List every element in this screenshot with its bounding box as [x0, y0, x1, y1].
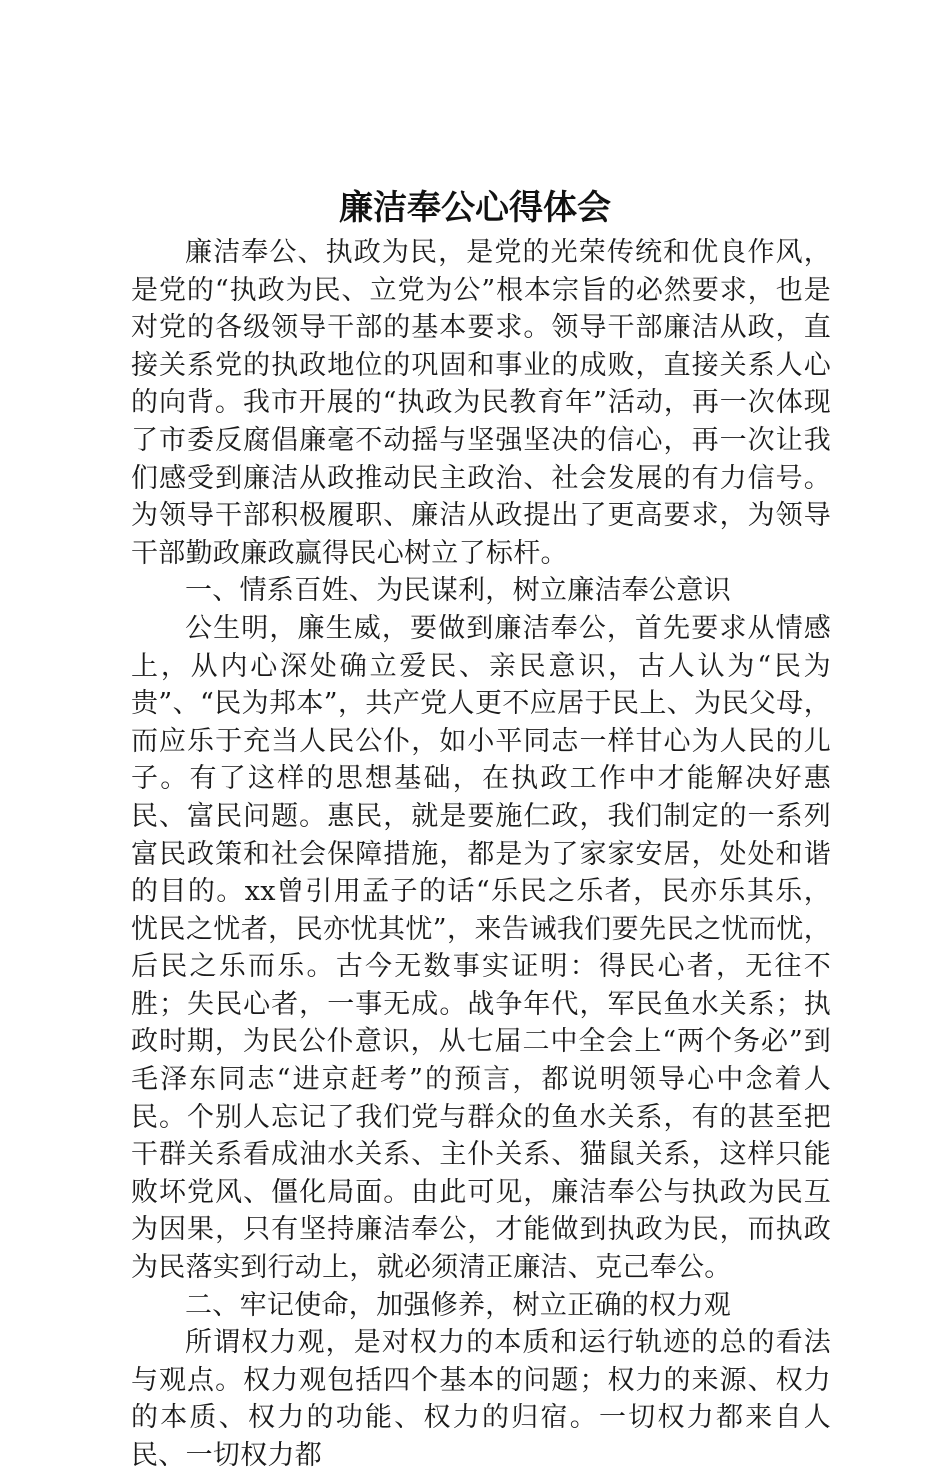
intro-paragraph: 廉洁奉公、执政为民，是党的光荣传统和优良作风，是党的“执政为民、立党为公”根本宗旨的必然要求，也是对党的各级领导干部的基本要求。领导干部廉洁从政，直接关系党的执政地位的巩固和事业的成败，直接关系人心的向背。我市开展的“执政为民教育年”活动，再一次体现了市委反腐倡廉毫不动摇与坚强坚决的信心，再一次让我们感受到廉洁从政推动民主政治、社会发展的有力信号。为领导干部积极履职、廉洁从政提出了更高要求，为领导干部勤政廉政赢得民心树立了标杆。 [131, 237, 831, 569]
section-1-paragraph: 公生明，廉生威，要做到廉洁奉公，首先要求从情感上，从内心深处确立爱民、亲民意识，古人认为“民为贵”、“民为邦本”，共产党人更不应居于民上、为民父母，而应乐于充当人民公仆，如小平同志一样甘心为人民的儿子。有了这样的思想基础，在执政工作中才能解决好惠民、富民问题。惠民，就是要施仁政，我们制定的一系列富民政策和社会保障措施，都是为了家家安居，处处和谐的目的。xx曾引用孟子的话“乐民之乐者，民亦乐其乐，忧民之忧者，民亦忧其忧”，来告诫我们要先民之忧而忧，后民之乐而乐。古今无数事实证明：得民心者，无往不胜；失民心者，一事无成。战争年代，军民鱼水关系；执政时期，为民公仆意识，从七届二中全会上“两个务必”到毛泽东同志“进京赶考”的预言，都说明领导心中念着人民。个别人忘记了我们党与群众的鱼水关系，有的甚至把干群关系看成油水关系、主仆关系、猫鼠关系，这样只能败坏党风、僵化局面。由此可见，廉洁奉公与执政为民互为因果，只有坚持廉洁奉公，才能做到执政为民，而执政为民落实到行动上，就必须清正廉洁、克己奉公。 [131, 612, 831, 1284]
document-body [131, 234, 831, 1475]
section-heading-2: 二、牢记使命，加强修养，树立正确的权力观 [185, 1289, 731, 1321]
section-heading-1: 一、情系百姓、为民谋利，树立廉洁奉公意识 [185, 575, 731, 607]
section-2-paragraph: 所谓权力观，是对权力的本质和运行轨迹的总的看法与观点。权力观包括四个基本的问题；权力的来源、权力的本质、权力的功能、权力的归宿。一切权力都来自人民、一切权力都 [131, 1327, 831, 1471]
document-title: 廉洁奉公心得体会 [339, 188, 611, 228]
